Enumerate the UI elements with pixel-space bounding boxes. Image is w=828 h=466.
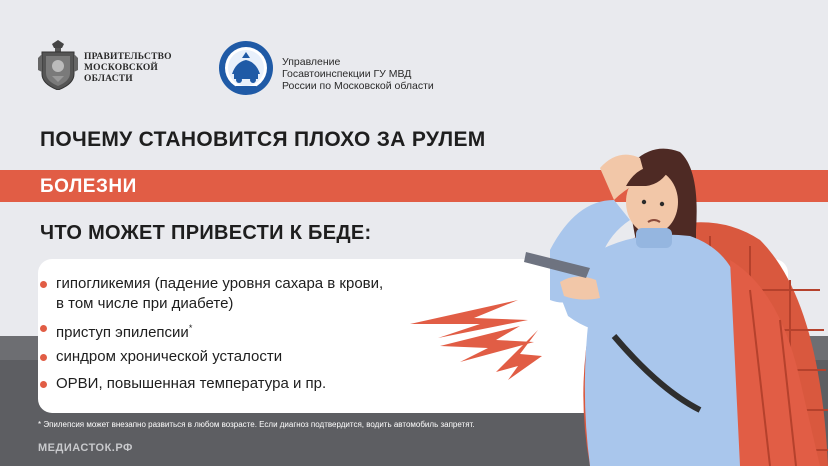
list-item-line: гипогликемия (падение уровня сахара в крови, [56, 275, 384, 292]
lightning-bolt-icon [410, 300, 542, 380]
gov-text-line2: МОСКОВСКОЙ [84, 63, 159, 73]
list-item-hypoglycemia [56, 274, 383, 314]
bullet-dot-icon [40, 281, 47, 288]
list-item-epilepsy [56, 318, 192, 343]
footnote-marker: * [188, 323, 193, 333]
gov-text-line3: ОБЛАСТИ [84, 74, 133, 84]
gai-text-line3: России по Московской области [282, 80, 434, 92]
bullet-dot-icon [40, 381, 47, 388]
moscow-region-coat-of-arms-icon [38, 40, 78, 90]
gai-text-line2: Госавтоинспекции ГУ МВД [282, 68, 412, 80]
bullet-dot-icon [40, 354, 47, 361]
brand-label: МЕДИАСТОК.РФ [38, 442, 133, 454]
gov-text-line1: ПРАВИТЕЛЬСТВО [84, 52, 172, 62]
gov-logo-text [84, 52, 172, 85]
list-item-line: приступ эпилепсии [56, 324, 189, 341]
list-item-orvi [56, 374, 326, 394]
list-item-fatigue [56, 347, 282, 367]
headline: ПОЧЕМУ СТАНОВИТСЯ ПЛОХО ЗА РУЛЕМ [40, 128, 486, 151]
footnote: * Эпилепсия может внезапно развиться в любом возрасте. Если диагноз подтвердится, водить автомобиль запретят. [38, 420, 475, 429]
list-item-line: синдром хронической усталости [56, 348, 283, 365]
gai-emblem-icon [218, 40, 274, 96]
list-item-line: ОРВИ, повышенная температура и пр. [56, 375, 327, 392]
sick-woman-illustration [400, 140, 828, 466]
subheadline: ЧТО МОЖЕТ ПРИВЕСТИ К БЕДЕ: [40, 222, 372, 244]
section-band-label: БОЛЕЗНИ [40, 176, 137, 197]
gai-text-line1: Управление [282, 56, 341, 68]
gai-logo-text [282, 56, 434, 92]
list-item-line: в том числе при диабете) [56, 295, 234, 312]
bullet-dot-icon [40, 325, 47, 332]
